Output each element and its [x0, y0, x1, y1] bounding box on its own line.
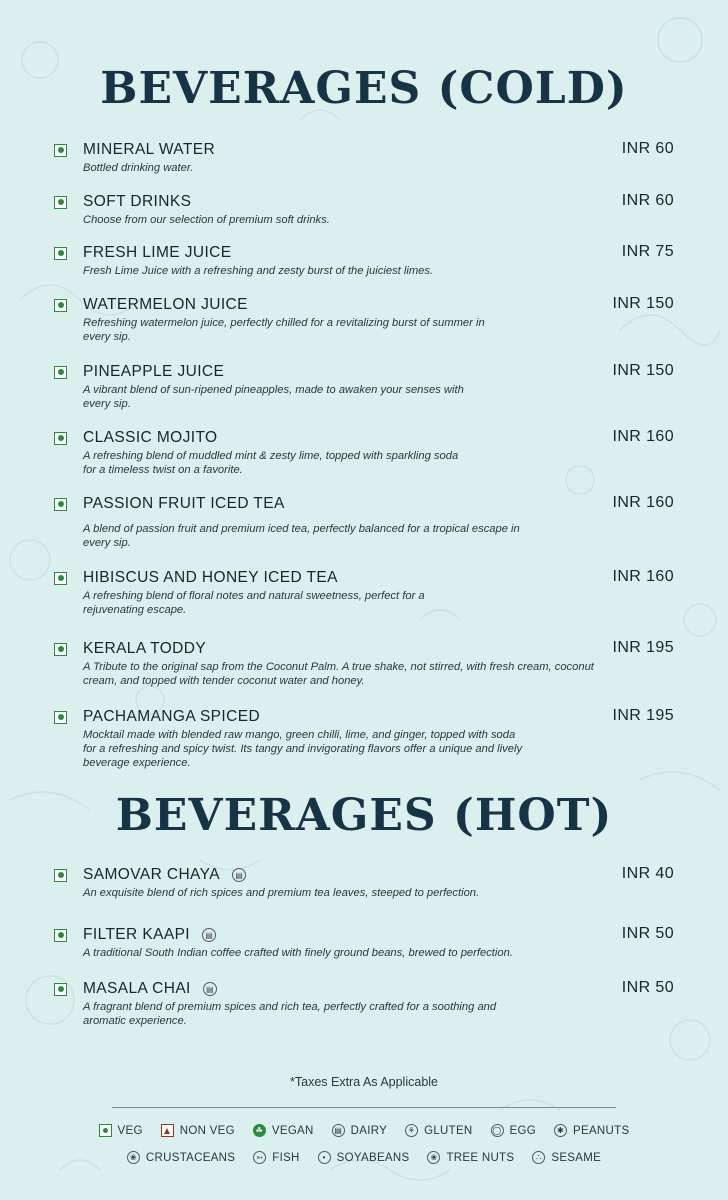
veg-icon	[54, 366, 67, 379]
item-name: SAMOVAR CHAYA	[83, 866, 220, 883]
hot-section-title: BEVERAGES (HOT)	[115, 790, 613, 841]
veg-icon	[99, 1124, 112, 1137]
item-description: Fresh Lime Juice with a refreshing and zesty burst of the juiciest limes.	[83, 265, 434, 277]
item-price: INR 60	[621, 192, 674, 209]
menu-item-samovar-chaya	[54, 865, 680, 900]
item-description: Mocktail made with blended raw mango, green chilli, lime, and ginger, topped with soda for a refreshing and spicy twist. Its tangy and invigorating flavors offer a unique and lively beverage experience.	[83, 729, 523, 769]
legend-item-sesame	[532, 1151, 601, 1164]
legend-row-1	[0, 1124, 728, 1137]
item-name: PASSION FRUIT ICED TEA	[83, 495, 285, 512]
soyabeans-icon: •	[318, 1151, 331, 1164]
item-price: INR 75	[621, 243, 674, 260]
legend-label: TREE NUTS	[446, 1151, 515, 1164]
menu-item-fresh-lime-juice	[54, 243, 680, 278]
menu-item-header	[54, 568, 680, 588]
legend-item-vegan	[253, 1124, 314, 1137]
dairy-icon: ▤	[202, 928, 216, 942]
item-name: HIBISCUS AND HONEY ICED TEA	[83, 569, 338, 586]
item-name: CLASSIC MOJITO	[83, 429, 218, 446]
legend-label: VEGAN	[271, 1124, 314, 1137]
menu-item-header	[54, 362, 680, 382]
veg-icon	[54, 498, 67, 511]
item-name: WATERMELON JUICE	[83, 296, 248, 313]
gluten-icon: ⚘	[405, 1124, 418, 1137]
legend-label: DAIRY	[350, 1124, 388, 1137]
item-price: INR 195	[612, 639, 674, 656]
item-name: MINERAL WATER	[83, 141, 216, 158]
legend-item-dairy	[332, 1124, 387, 1137]
menu-item-header	[54, 707, 680, 727]
legend-item-crustaceans	[127, 1151, 235, 1164]
menu-item-header	[54, 639, 680, 659]
menu-item-mineral-water	[54, 140, 680, 175]
menu-item-filter-kaapi	[54, 925, 680, 960]
crustaceans-icon: ❀	[127, 1151, 140, 1164]
veg-icon	[54, 144, 67, 157]
legend-label: SESAME	[551, 1151, 602, 1164]
dairy-icon: ▤	[332, 1124, 345, 1137]
item-price: INR 40	[621, 865, 674, 882]
legend-item-peanuts	[554, 1124, 629, 1137]
vegan-icon: ☘	[253, 1124, 266, 1137]
menu-item-masala-chai	[54, 979, 680, 1028]
veg-icon	[54, 711, 67, 724]
dairy-icon: ▤	[203, 982, 217, 996]
item-description: A blend of passion fruit and premium iced tea, perfectly balanced for a tropical escape in every sip.	[83, 523, 520, 549]
item-price: INR 160	[612, 568, 674, 585]
item-name: KERALA TODDY	[83, 640, 207, 657]
legend-item-gluten	[405, 1124, 472, 1137]
item-price: INR 50	[621, 979, 674, 996]
fish-icon: ➳	[253, 1151, 266, 1164]
item-price: INR 150	[612, 295, 674, 312]
menu-item-pineapple-juice	[54, 362, 680, 411]
menu-item-header	[54, 925, 680, 945]
sesame-icon: ∴	[532, 1151, 545, 1164]
item-name: SOFT DRINKS	[83, 193, 192, 210]
legend-label: CRUSTACEANS	[145, 1151, 236, 1164]
legend-label: FISH	[272, 1151, 300, 1164]
legend-item-fish	[253, 1151, 299, 1164]
legend-item-veg	[99, 1124, 143, 1137]
legend-row-2	[0, 1151, 728, 1164]
veg-icon	[54, 299, 67, 312]
menu-item-header	[54, 494, 680, 514]
menu-item-header	[54, 243, 680, 263]
item-description: Choose from our selection of premium soft drinks.	[83, 214, 330, 226]
item-description: An exquisite blend of rich spices and premium tea leaves, steeped to perfection.	[83, 887, 480, 899]
veg-icon	[54, 247, 67, 260]
item-price: INR 150	[612, 362, 674, 379]
menu-item-header	[54, 140, 680, 160]
veg-icon	[54, 929, 67, 942]
menu-item-hibiscus-and-honey-iced-tea	[54, 568, 680, 617]
menu-item-header	[54, 192, 680, 212]
menu-item-pachamanga-spiced	[54, 707, 680, 770]
item-price: INR 160	[612, 428, 674, 445]
menu-item-soft-drinks	[54, 192, 680, 227]
item-name: MASALA CHAI	[83, 980, 191, 997]
legend-label: SOYABEANS	[336, 1151, 410, 1164]
item-price: INR 160	[612, 494, 674, 511]
legend-divider	[112, 1107, 616, 1108]
menu-item-kerala-toddy	[54, 639, 680, 688]
item-name: FRESH LIME JUICE	[83, 244, 232, 261]
non-veg-icon	[161, 1124, 174, 1137]
veg-icon	[54, 432, 67, 445]
item-description: A fragrant blend of premium spices and rich tea, perfectly crafted for a soothing and aromatic experience.	[83, 1001, 497, 1027]
item-description: A refreshing blend of muddled mint & zesty lime, topped with sparkling soda for a timeless twist on a favorite.	[83, 450, 459, 476]
item-description: A traditional South Indian coffee crafted with finely ground beans, brewed to perfection.	[83, 947, 513, 959]
menu-item-classic-mojito	[54, 428, 680, 477]
item-price: INR 50	[621, 925, 674, 942]
legend-label: EGG	[509, 1124, 537, 1137]
item-description: Bottled drinking water.	[83, 162, 194, 174]
menu-item-header	[54, 865, 680, 885]
peanuts-icon: ✱	[554, 1124, 567, 1137]
menu-item-header	[54, 979, 680, 999]
item-description: Refreshing watermelon juice, perfectly chilled for a revitalizing burst of summer in every sip.	[83, 317, 485, 343]
item-description: A vibrant blend of sun-ripened pineapples, made to awaken your senses with every sip.	[83, 384, 464, 410]
item-description: A refreshing blend of floral notes and natural sweetness, perfect for a rejuvenating escape.	[83, 590, 425, 616]
veg-icon	[54, 869, 67, 882]
item-name: PACHAMANGA SPICED	[83, 708, 261, 725]
menu-item-passion-fruit-iced-tea	[54, 494, 680, 550]
item-price: INR 195	[612, 707, 674, 724]
tree-nuts-icon: ❀	[427, 1151, 440, 1164]
menu-item-header	[54, 428, 680, 448]
legend-label: NON VEG	[179, 1124, 235, 1137]
legend-item-non-veg	[161, 1124, 235, 1137]
dairy-icon: ▤	[232, 868, 246, 882]
item-name: PINEAPPLE JUICE	[83, 363, 225, 380]
item-description: A Tribute to the original sap from the Coconut Palm. A true shake, not stirred, with fresh cream, coconut cream, and topped with tender coconut water and honey.	[83, 661, 594, 687]
legend-label: PEANUTS	[573, 1124, 630, 1137]
legend-label: VEG	[117, 1124, 143, 1137]
legend-label: GLUTEN	[424, 1124, 473, 1137]
legend-item-egg	[491, 1124, 536, 1137]
legend-item-soyabeans	[318, 1151, 410, 1164]
cold-section-title: BEVERAGES (COLD)	[100, 63, 628, 114]
item-price: INR 60	[621, 140, 674, 157]
legend-item-tree-nuts	[427, 1151, 514, 1164]
veg-icon	[54, 572, 67, 585]
tax-footnote: *Taxes Extra As Applicable	[290, 1075, 438, 1089]
veg-icon	[54, 643, 67, 656]
veg-icon	[54, 196, 67, 209]
item-name: FILTER KAAPI	[83, 926, 191, 943]
egg-icon: ◯	[492, 1126, 502, 1135]
menu-item-header	[54, 295, 680, 315]
menu-item-watermelon-juice	[54, 295, 680, 344]
veg-icon	[54, 983, 67, 996]
